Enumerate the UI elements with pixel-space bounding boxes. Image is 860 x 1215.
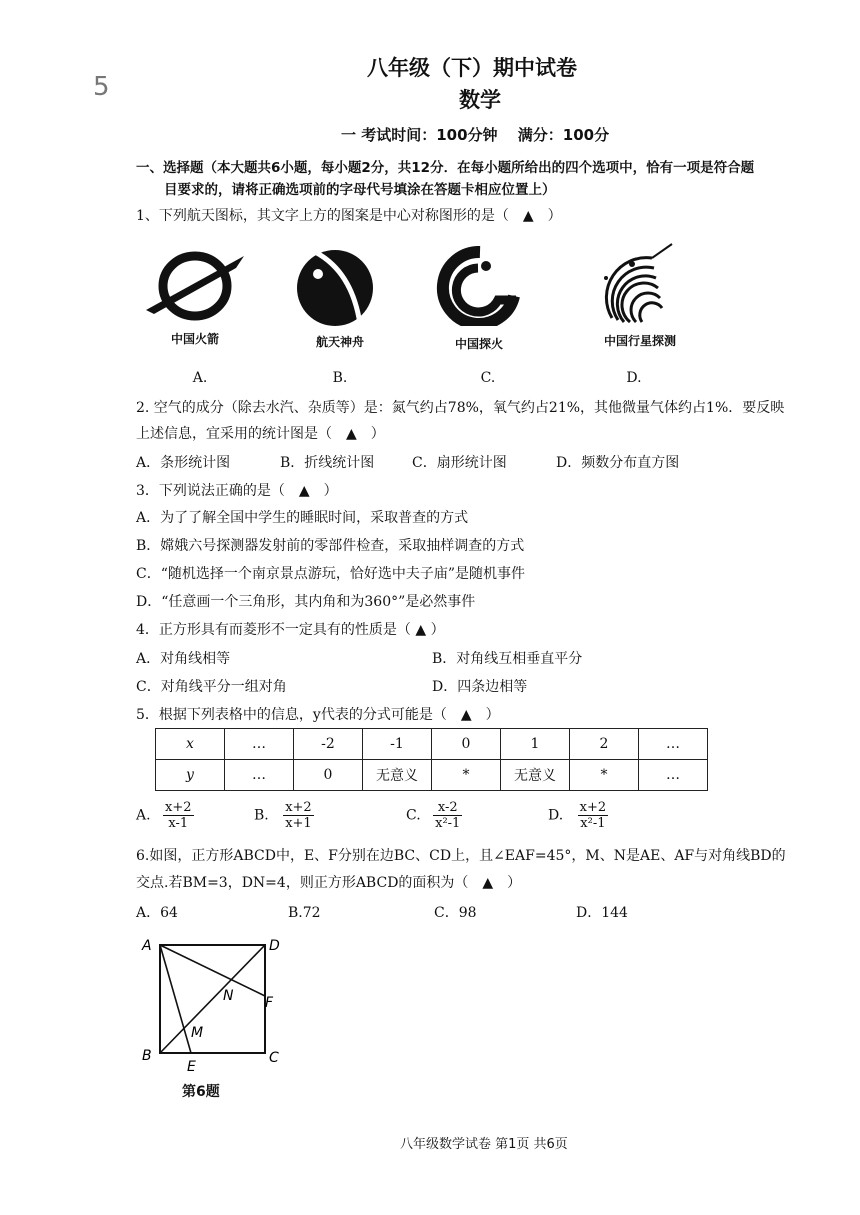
table-cell: -1 [363,729,432,760]
q6-figure [135,930,285,1075]
table-cell: 0 [294,760,363,791]
logo-caption-c: 中国探火 [454,337,503,351]
option-letter: A. [136,807,151,824]
table-cell: … [639,729,708,760]
q6-stem-line1: 6.如图，正方形ABCD中，E、F分别在边BC、CD上，且∠EAF=45°，M、N是AE、AF与对角线BD的 [136,848,786,864]
q6-stem-line2: 交点.若BM=3，DN=4，则正方形ABCD的面积为（ ▲ ） [136,875,522,891]
q2-option-b: B．折线统计图 [280,455,375,471]
table-cell: … [225,729,294,760]
q2-option-a: A．条形统计图 [136,455,231,471]
label-a: A [142,938,152,954]
q5-option-c [406,800,462,831]
page-footer: 八年级数学试卷 第1页 共6页 [400,1137,568,1152]
label-f: F [265,995,274,1011]
option-letter: B. [254,807,269,824]
table-cell: x [156,729,225,760]
logo-planet-icon [592,238,692,328]
segment-af [160,945,265,996]
table-cell: … [225,760,294,791]
table-cell: 无意义 [363,760,432,791]
numerator: x+2 [165,800,192,815]
q4-option-b: B．对角线互相垂直平分 [432,651,583,667]
q3-option-d: D．“任意画一个三角形，其内角和为360°”是必然事件 [136,594,476,610]
table-cell: 2 [570,729,639,760]
label-n: N [223,988,234,1004]
logo-caption-a: 中国火箭 [170,332,219,346]
numerator: x+2 [285,800,312,815]
q5-stem: 5．根据下列表格中的信息，y代表的分式可能是（ ▲ ） [136,707,500,723]
q3-stem: 3．下列说法正确的是（ ▲ ） [136,483,338,499]
corner-mark: 5 [93,72,110,102]
table-cell: y [156,760,225,791]
q2-stem-line2: 上述信息，宜采用的统计图是（ ▲ ） [136,426,385,442]
q1-option-d: D. [626,370,642,386]
logo-caption-d: 中国行星探测 [603,334,676,348]
q4-option-a: A．对角线相等 [136,651,231,667]
denominator: x+1 [285,816,312,831]
q4-option-d: D．四条边相等 [432,679,528,695]
q2-stem-line1: 2. 空气的成分（除去水汽、杂质等）是：氮气约占78%，氧气约占21%，其他微量气体约占1%．要反映 [136,400,785,416]
denominator: x²-1 [580,816,606,831]
logo-tanhuo-icon [428,246,528,326]
logo-caption-b: 航天神舟 [315,335,364,349]
q2-option-c: C．扇形统计图 [412,455,507,471]
fraction [283,800,314,831]
q6-figure-caption: 第6题 [182,1084,220,1100]
numerator: x+2 [579,800,607,815]
exam-info: 一 考试时间：100分钟 满分：100分 [341,126,610,144]
q5-option-b [254,800,314,831]
fraction [163,800,194,831]
fraction [433,800,462,831]
table-row [156,729,708,760]
denominator: x²-1 [435,816,461,831]
logo-shenzhou-icon [290,238,380,328]
section-heading-line2: 目要求的，请将正确选项前的字母代号填涂在答题卡相应位置上） [164,182,556,198]
label-c: C [269,1050,279,1066]
q1-stem: 1、下列航天图标，其文字上方的图案是中心对称图形的是（ ▲ ） [136,208,562,224]
q5-table [155,728,708,791]
denominator: x-1 [168,816,189,831]
table-cell: * [570,760,639,791]
q1-option-a: A. [192,370,208,386]
q6-option-d: D．144 [576,905,628,921]
label-e: E [187,1059,196,1075]
q3-option-c: C．“随机选择一个南京景点游玩，恰好选中夫子庙”是随机事件 [136,566,526,582]
q5-option-a [136,800,194,831]
q2-option-d: D．频数分布直方图 [556,455,680,471]
table-cell: * [432,760,501,791]
exam-title: 八年级（下）期中试卷 [367,56,577,80]
numerator: x-2 [433,800,462,816]
q4-option-c: C．对角线平分一组对角 [136,679,287,695]
exam-subject: 数学 [459,88,501,112]
label-b: B [142,1048,152,1064]
q6-option-a: A．64 [136,905,178,921]
q5-option-d [548,800,608,831]
option-letter: D. [548,807,564,824]
table-cell: 1 [501,729,570,760]
table-row [156,760,708,791]
label-d: D [269,938,280,954]
q6-option-b: B.72 [288,905,321,921]
q3-option-a: A．为了了解全国中学生的睡眠时间，采取普查的方式 [136,510,469,526]
fraction [578,800,609,831]
q3-option-b: B．嫦娥六号探测器发射前的零部件检查，采取抽样调查的方式 [136,538,525,554]
table-cell: … [639,760,708,791]
q4-stem: 4．正方形具有而菱形不一定具有的性质是（ ▲ ） [136,622,445,638]
q6-option-c: C．98 [434,905,477,921]
table-cell: -2 [294,729,363,760]
logo-rocket-icon [140,248,250,323]
table-cell: 无意义 [501,760,570,791]
q1-option-b: B. [332,370,348,386]
table-cell: 0 [432,729,501,760]
section-heading-line1: 一、选择题（本大题共6小题，每小题2分，共12分．在每小题所给出的四个选项中，恰有一项是符合题 [136,160,755,176]
option-letter: C. [406,807,421,824]
label-m: M [191,1025,204,1041]
q1-option-c: C. [480,370,496,386]
